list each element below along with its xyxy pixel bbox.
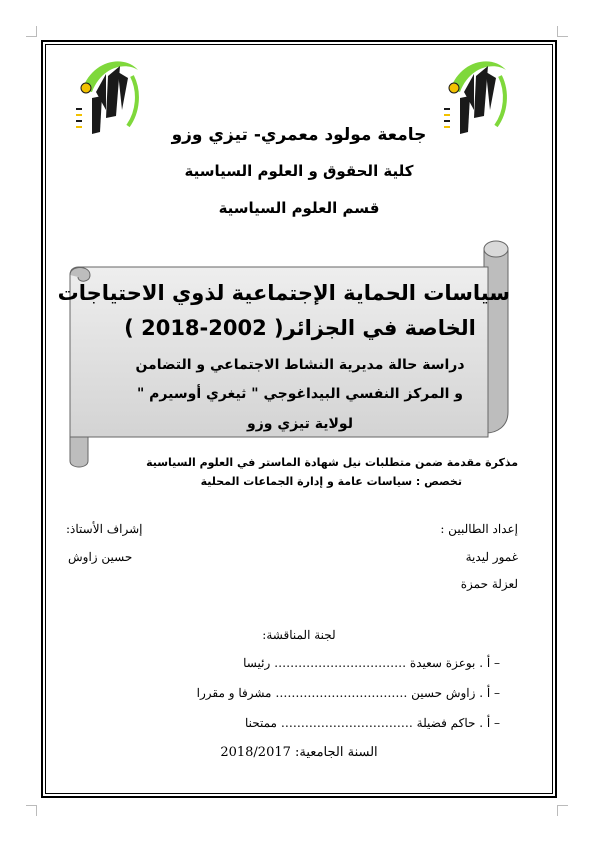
crop-mark: [557, 805, 568, 816]
university-name: جامعة مولود معمري- تيزي وزو: [171, 125, 427, 145]
jury-member-row: [66, 716, 500, 730]
thesis-title-line-1: سياسات الحماية الإجتماعية لذوي الاحتياجات: [57, 281, 510, 305]
jury-member-name: – أ . حاكم فضيلة: [416, 716, 500, 730]
thesis-title-line-2: الخاصة في الجزائر( 2002-2018 ): [124, 316, 476, 340]
jury-member-role: ممتحنا: [244, 716, 277, 730]
jury-title: لجنة المناقشة:: [262, 628, 336, 642]
supervisor-name: حسين زاوش: [68, 550, 133, 564]
crop-mark: [26, 26, 37, 37]
jury-member-row: [66, 686, 500, 700]
title-scroll-banner: [57, 237, 516, 469]
faculty-name: كلية الحقوق و العلوم السياسية: [184, 162, 414, 180]
crop-mark: [26, 805, 37, 816]
university-logo-icon: [72, 52, 144, 136]
jury-member-name: – أ . بوعزة سعيدة: [409, 656, 500, 670]
jury-dots: ……………………………: [275, 686, 408, 700]
case-study-line-3: لولاية تيزي وزو: [247, 416, 353, 432]
crop-mark: [557, 26, 568, 37]
jury-member-role: مشرفا و مقررا: [196, 686, 272, 700]
memo-specialty: تخصص : سياسات عامة و إدارة الجماعات المحلية: [200, 475, 462, 488]
academic-year: [45, 745, 553, 760]
academic-year-value: 2018/2017: [220, 745, 291, 760]
jury-member-name: – أ . زاوش حسين: [411, 686, 500, 700]
memo-purpose: مذكرة مقدمة ضمن متطلبات نيل شهادة الماستر في العلوم السياسية: [146, 456, 518, 469]
jury-member-role: رئيسا: [243, 656, 271, 670]
case-study-line-1: دراسة حالة مديرية النشاط الاجتماعي و التضامن: [135, 357, 465, 373]
academic-year-label: السنة الجامعية:: [295, 745, 378, 760]
university-logo-icon: [440, 52, 512, 136]
student-name: غمور ليدية: [465, 550, 518, 564]
supervisor-label: إشراف الأستاذ:: [66, 522, 143, 536]
students-label: إعداد الطالبين :: [440, 522, 518, 536]
jury-member-row: [66, 656, 500, 670]
case-study-line-2: و المركز النفسي البيداغوجي " ثيغري أوسيرم ": [137, 386, 463, 402]
student-name: لعزلة حمزة: [460, 577, 518, 591]
department-name: قسم العلوم السياسية: [218, 199, 380, 217]
jury-dots: ……………………………: [274, 656, 407, 670]
jury-dots: ……………………………: [280, 716, 413, 730]
